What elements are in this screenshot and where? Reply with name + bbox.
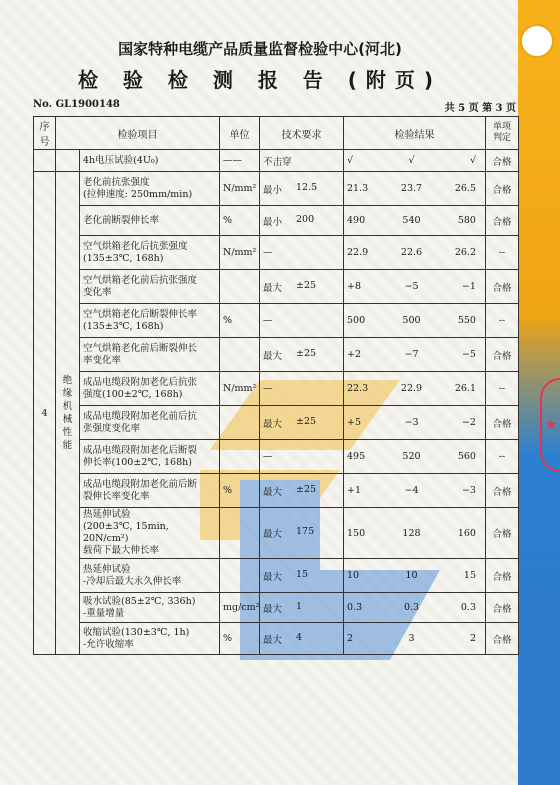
requirement-type: 最小 [263,216,283,228]
group-cell [56,150,80,172]
result-1: 22.3 [347,383,369,394]
unit-cell [220,338,260,372]
requirement-cell [260,206,344,236]
requirement-type: 最小 [263,184,283,196]
requirement-value: 4 [296,631,303,643]
unit-cell: N/mm² [220,372,260,406]
verdict-cell: 合格 [486,508,519,559]
table-row [34,270,519,304]
item-cell: 吸水试验(85±2℃, 336h) -重量增量 [80,593,220,623]
unit-cell: % [220,474,260,508]
result-cell [344,406,486,440]
item-cell: 成品电缆段附加老化后抗张 强度(100±2℃, 168h) [80,372,220,406]
requirement-cell [260,593,344,623]
result-2: 23.7 [400,183,423,194]
result-1: 495 [347,451,366,462]
table-row [34,406,519,440]
unit-cell: % [220,623,260,655]
result-3: 15 [463,570,476,581]
result-1: 150 [347,527,366,539]
group-label: 绝缘 机械 性能 [56,172,80,655]
verdict-cell: 合格 [486,559,519,593]
col-header-seq: 序号 [34,117,56,150]
verdict-cell: 合格 [486,338,519,372]
table-row [34,150,519,172]
org-name: 国家特种电缆产品质量监督检验中心(河北) [118,40,402,58]
result-1: 0.3 [347,602,363,613]
table-row [34,236,519,270]
result-1: +2 [347,349,362,360]
result-1: +8 [347,281,362,292]
result-1: 21.3 [347,183,369,194]
verdict-cell: 合格 [486,270,519,304]
result-cell [344,172,486,206]
unit-cell: N/mm² [220,172,260,206]
unit-cell: % [220,304,260,338]
result-cell [344,304,486,338]
requirement-cell [260,304,344,338]
table-row [34,206,519,236]
requirement-cell [260,270,344,304]
unit-cell [220,440,260,474]
table-row [34,338,519,372]
item-cell: 老化前断裂伸长率 [80,206,220,236]
requirement-value: ±25 [296,483,317,495]
requirement-value: 15 [296,568,309,580]
result-cell [344,236,486,270]
item-cell: 空气烘箱老化后抗张强度 (135±3℃, 168h) [80,236,220,270]
requirement-type: 最大 [263,571,283,583]
result-2: 500 [402,315,421,326]
verdict-cell: 合格 [486,206,519,236]
result-cell [344,270,486,304]
result-1: 10 [347,570,360,581]
result-cell [344,559,486,593]
result-2: 22.6 [400,247,423,258]
report-title: 检 验 检 测 报 告 (附页) [77,68,443,92]
requirement-type: 最大 [263,634,283,646]
requirement-cell [260,172,344,206]
result-3: −1 [461,281,476,292]
requirement-type: 最大 [263,486,283,498]
requirement-value: ±25 [296,279,317,291]
brand-logo-icon [520,24,554,58]
requirement-value: 12.5 [296,181,318,193]
col-header-requirement: 技术要求 [260,117,344,150]
result-cell [344,338,486,372]
result-cell [344,508,486,559]
result-3: √ [469,155,476,166]
requirement-cell [260,440,344,474]
requirement-cell [260,474,344,508]
table-row [34,372,519,406]
requirement-type: — [263,383,273,394]
requirement-value: 1 [296,600,303,612]
result-3: 0.3 [460,602,476,613]
verdict-cell: 合格 [486,593,519,623]
requirement-value: 175 [296,526,315,537]
verdict-cell: -- [486,372,519,406]
result-1: 490 [347,215,366,226]
unit-cell [220,406,260,440]
item-cell: 老化前抗张强度 (拉伸速度: 250mm/min) [80,172,220,206]
result-2: −3 [404,417,419,428]
item-cell: 4h电压试验(4U₀) [80,150,220,172]
result-2: 128 [402,527,421,539]
table-row [34,559,519,593]
official-seal-icon: ★ [540,378,560,472]
requirement-type: — [263,315,273,326]
verdict-cell: 合格 [486,406,519,440]
result-3: 160 [457,527,476,539]
requirement-cell [260,406,344,440]
verdict-cell: 合格 [486,623,519,655]
table-row [34,172,519,206]
table-header-row [34,117,519,150]
result-3: −5 [461,349,476,360]
inspection-table [33,116,519,655]
table-row [34,304,519,338]
item-cell: 空气烘箱老化前后抗张强度 变化率 [80,270,220,304]
table-row [34,474,519,508]
unit-cell: mg/cm² [220,593,260,623]
unit-cell: % [220,206,260,236]
requirement-value: ±25 [296,415,317,427]
verdict-cell: -- [486,236,519,270]
result-cell [344,474,486,508]
requirement-type: — [263,247,273,258]
item-cell: 空气烘箱老化前后断裂伸长 率变化率 [80,338,220,372]
item-cell: 热延伸试验 -冷却后最大永久伸长率 [80,559,220,593]
requirement-type: 最大 [263,603,283,615]
result-1: +1 [347,485,362,496]
requirement-cell [260,623,344,655]
table-row [34,593,519,623]
result-2: 0.3 [403,602,420,613]
verdict-cell: 合格 [486,172,519,206]
col-header-verdict: 单项 判定 [486,117,519,150]
document-number: No. GL1900148 [33,99,120,110]
unit-cell: —— [220,150,260,172]
result-1: 500 [347,315,366,326]
table-row [34,623,519,655]
verdict-cell: -- [486,440,519,474]
verdict-cell: 合格 [486,474,519,508]
table-row [34,508,519,559]
item-cell: 收缩试验(130±3℃, 1h) -允许收缩率 [80,623,220,655]
result-2: 22.9 [400,383,423,394]
col-header-result: 检验结果 [344,117,486,150]
result-cell [344,206,486,236]
result-cell [344,440,486,474]
item-cell: 成品电缆段附加老化前后断 裂伸长率变化率 [80,474,220,508]
result-1: +5 [347,417,362,428]
verdict-cell: -- [486,304,519,338]
result-2: 3 [408,633,415,644]
result-cell [344,623,486,655]
seq-cell [34,150,56,172]
result-3: 2 [469,633,476,644]
result-3: −2 [461,417,476,428]
requirement-value: 200 [296,213,315,225]
result-2: √ [408,155,415,166]
table-row [34,440,519,474]
unit-cell [220,559,260,593]
col-header-unit: 单位 [220,117,260,150]
item-cell: 成品电缆段附加老化前后抗 张强度变化率 [80,406,220,440]
requirement-type: 最大 [263,418,283,430]
requirement-cell [260,236,344,270]
unit-cell [220,508,260,559]
result-1: 2 [347,633,354,644]
item-cell: 热延伸试验 (200±3℃, 15min, 20N/cm²) 载荷下最大伸长率 [80,508,220,559]
unit-cell [220,270,260,304]
item-cell: 成品电缆段附加老化后断裂 伸长率(100±2℃, 168h) [80,440,220,474]
result-2: −7 [404,349,419,360]
requirement-cell [260,150,344,172]
result-3: 26.5 [454,183,476,194]
result-1: √ [347,155,354,166]
result-3: 26.1 [454,383,476,394]
unit-cell: N/mm² [220,236,260,270]
requirement-type: 最大 [263,350,283,362]
requirement-type: 不击穿 [263,156,292,168]
requirement-type: 最大 [263,529,283,540]
requirement-type: — [263,451,273,462]
requirement-cell [260,559,344,593]
result-1: 22.9 [347,247,369,258]
result-2: 520 [402,451,421,462]
requirement-cell [260,508,344,559]
result-2: −4 [404,485,419,496]
result-cell [344,372,486,406]
result-3: 550 [457,315,476,326]
result-2: −5 [404,281,419,292]
result-cell [344,150,486,172]
requirement-cell [260,338,344,372]
result-3: −3 [461,485,476,496]
verdict-cell: 合格 [486,150,519,172]
requirement-type: 最大 [263,282,283,294]
result-2: 10 [405,570,418,581]
result-2: 540 [402,215,421,226]
requirement-cell [260,372,344,406]
result-3: 560 [457,451,476,462]
seq-cell: 4 [34,172,56,655]
page-indicator: 共 5 页 第 3 页 [444,103,516,114]
item-cell: 空气烘箱老化后断裂伸长率 (135±3℃, 168h) [80,304,220,338]
col-header-item: 检验项目 [56,117,220,150]
result-3: 580 [457,215,476,226]
requirement-value: ±25 [296,347,317,359]
result-cell [344,593,486,623]
result-3: 26.2 [454,247,476,258]
